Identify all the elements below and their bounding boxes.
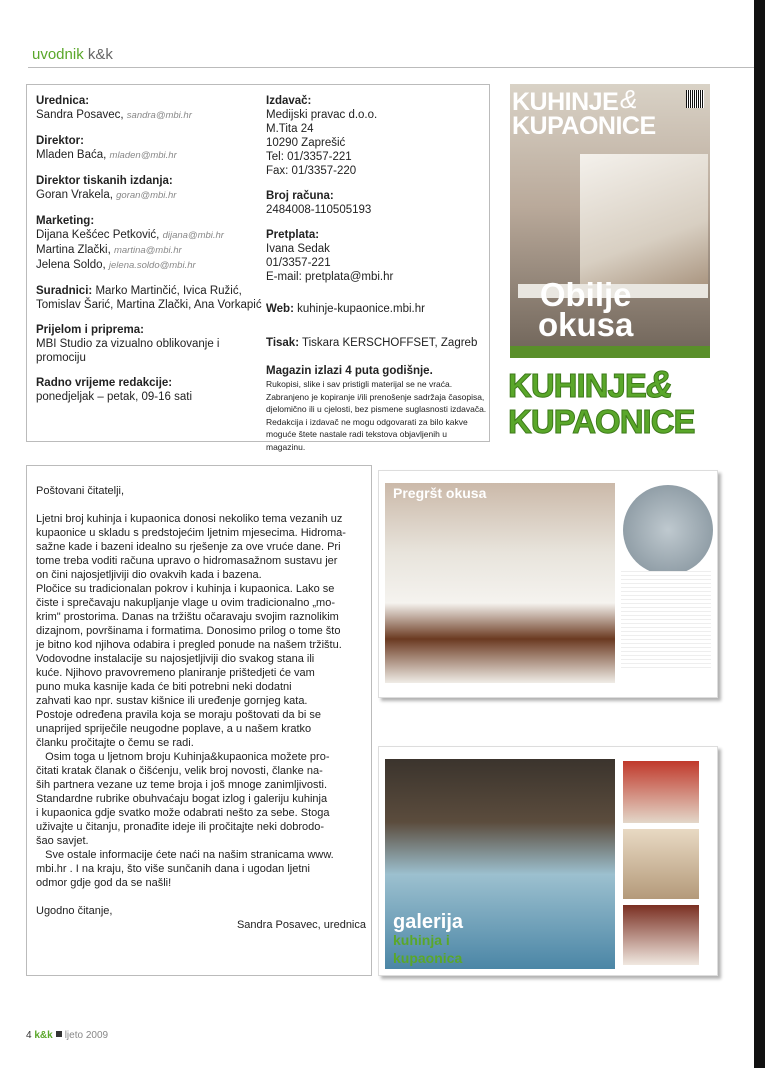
masthead-account [266,189,488,217]
masthead-left-column [36,94,266,415]
masthead-hours [36,376,266,404]
marketing-name: Dijana Kešćec Petković, [36,229,160,241]
marketing-name: Martina Zlački, [36,244,111,256]
letter-line: uživajte u čitanju, pronađite ideje ili pročitajte neki dobrodo- [36,821,325,833]
letter-line: on čini najosjetljiviji dio ovakvih kada i bazena. [36,569,262,581]
spread-title: Pregršt okusa [393,485,487,501]
gallery-thumb [623,829,699,899]
web-link[interactable]: kuhinje-kupaonice.mbi.hr [297,303,425,315]
brand-logo-line2: KUPAONICE [508,403,695,440]
letter-greeting: Poštovani čitatelji, [36,485,125,497]
gallery-thumb [623,761,699,823]
masthead-contributors [36,284,266,312]
cover-title-line1: KUHINJE [512,88,619,116]
marketing-email: jelena.soldo@mbi.hr [108,260,196,271]
letter-line: tome treba voditi računa upravo o hidromasažnom sustavu jer [36,555,338,567]
frequency-text: Magazin izlazi 4 puta godišnje. [266,365,433,377]
cover-ampersand: & [620,84,638,114]
square-icon [56,1031,62,1037]
letter-line: kuće. Njihovo pravovremeno planiranje prištedjeti će vam [36,667,315,679]
page-footer [26,1030,108,1041]
page-number: 4 [26,1030,32,1041]
print-director-label: Direktor tiskanih izdanja: [36,175,173,187]
letter-line: Sve ostale informacije ćete naći na našim stranicama www. [36,849,334,861]
masthead-publisher [266,94,488,178]
publisher-label: Izdavač: [266,95,312,107]
letter-line: i kupaonica gdje svatko može odabrati nešto za sebe. Stoga [36,807,330,819]
header-rule [28,67,754,68]
publisher-line: M.Tita 24 [266,123,314,135]
marketing-name: Jelena Soldo, [36,259,106,271]
editor-letter [36,484,366,932]
section-label: uvodnik [32,46,84,63]
page-edge-bar [754,0,765,1068]
account-label: Broj računa: [266,190,334,202]
contributors-text: Marko Martinčić, Ivica Ružić, Tomislav Šarić, Martina Zlački, Ana Vorkapić [36,285,262,311]
magazine-cover [510,84,710,358]
masthead-web [266,302,488,316]
layout-text: MBI Studio za vizualno oblikovanje i promociju [36,338,220,364]
letter-line: krim" prostorima. Danas na tržištu očaravaju svojim raznolikim [36,611,339,623]
letter-closing: Ugodno čitanje, [36,905,113,917]
masthead-layout [36,323,266,365]
gallery-title-line: galerija [393,911,464,933]
letter-line: Osim toga u ljetnom broju Kuhinja&kupaonica možete pro- [36,751,330,763]
spread-circle-photo [623,485,713,575]
letter-line: ših partnera vezane uz teme broja i još mnoge zanimljivosti. [36,779,328,791]
barcode-icon [686,90,704,108]
disclaimer-text: Rukopisi, slike i sav pristigli materijal se ne vraća. Zabranjeno je kopiranje i/ili prenošenje sadržaja časopisa, djelomično ili u cjelosti, bez pismene suglasnosti izdavača. Redakcija i izdavač ne mogu odgovarati za bilo kakve moguće štete nastale radi tekstova objavljenih u magazinu. [266,379,487,452]
masthead-box [26,84,490,452]
letter-signature: Sandra Posavec, urednica [236,919,366,931]
letter-line: Pločice su tradicionalan pokrov i kuhinja i kupaonica. Lako se [36,583,335,595]
letter-line: čitati kratak članak o čišćenju, velik broj novosti, članke na- [36,765,323,777]
cover-headline [538,276,634,343]
marketing-email: martina@mbi.hr [113,245,182,256]
letter-line: čiste i sprečavaju nakupljanje vlage u ovim tradicionalno „mo- [36,597,335,609]
section-header [32,46,113,63]
editor-label: Urednica: [36,95,90,107]
masthead-subscription [266,228,488,284]
subscription-line: 01/3357-221 [266,257,331,269]
hours-text: ponedjeljak – petak, 09-16 sati [36,391,192,403]
marketing-email: dijana@mbi.hr [162,230,224,241]
print-text: Tiskara KERSCHOFFSET, Zagreb [302,337,478,349]
subscription-line: E-mail: pretplata@mbi.hr [266,271,394,283]
editor-email: sandra@mbi.hr [126,110,192,121]
letter-line: članku pročitajte o čemu se radi. [36,737,194,749]
hours-label: Radno vrijeme redakcije: [36,377,173,389]
gallery-spread-preview [378,746,718,976]
publisher-line: Tel: 01/3357-221 [266,151,352,163]
director-name: Mladen Baća, [36,149,107,161]
masthead-right-column [266,94,488,464]
gallery-subtitle-line: kupaonica [393,950,463,966]
publisher-line: Fax: 01/3357-220 [266,165,357,177]
contributors-label: Suradnici: [36,285,93,297]
director-label: Direktor: [36,135,84,147]
print-director-name: Goran Vrakela, [36,189,113,201]
publisher-line: 10290 Zaprešić [266,137,346,149]
brand-logo [508,364,695,440]
marketing-label: Marketing: [36,215,95,227]
letter-line: Vodovodne instalacije su najosjetljiviji dio svakog stana ili [36,653,315,665]
spread-text-block [621,571,711,671]
subscription-label: Pretplata: [266,229,320,241]
editor-name: Sandra Posavec, [36,109,124,121]
masthead-print [266,336,488,350]
letter-line: zahvati kao npr. sustav kišnice ili uređenje gornjeg kata. [36,695,308,707]
letter-line: Ljetni broj kuhinja i kupaonica donosi nekoliko tema vezanih uz [36,513,343,525]
article-spread-preview [378,470,718,698]
cover-title-line2: KUPAONICE [512,112,656,140]
masthead-frequency [266,364,488,453]
cover-photo [580,154,708,294]
footer-brand: k&k [34,1030,53,1041]
masthead-editor [36,94,266,123]
brand-logo-line1: KUHINJE [508,367,646,404]
subscription-line: Ivana Sedak [266,243,330,255]
letter-line: sažne kade i bazeni idealno su rješenje za ove vruće dane. Pri [36,541,341,553]
letter-line: Standardne rubrike obuhvaćaju bogat izlog i galeriju kuhinja [36,793,328,805]
layout-label: Prijelom i priprema: [36,324,145,336]
cover-headline-line2: okusa [538,306,634,343]
director-email: mladen@mbi.hr [109,150,177,161]
publisher-line: Medijski pravac d.o.o. [266,109,378,121]
account-number: 2484008-110505193 [266,204,372,216]
cover-bottom-strip [510,346,710,358]
masthead-director [36,134,266,163]
letter-line: unaprijed spriječile neugodne poplave, a u našem kratko [36,723,312,735]
web-label: Web: [266,303,294,315]
letter-line: šao savjet. [36,835,89,847]
masthead-marketing [36,214,266,273]
letter-line: kupaonice u skladu s predstojećim ljetnim mjesecima. Hidroma- [36,527,346,539]
letter-line: puno muka kasnije kada će biti potrebni neki dodatni [36,681,292,693]
letter-body [36,512,366,890]
letter-line: mbi.hr . I na kraju, što više sunčanih dana i ugodan ljetni [36,863,310,875]
print-director-email: goran@mbi.hr [116,190,177,201]
brand-logo-ampersand: & [645,364,673,406]
brand-label: k&k [87,46,113,63]
letter-line: Postoje određena pravila koja se moraju poštovati da bi se [36,709,321,721]
footer-issue: ljeto 2009 [64,1030,109,1041]
letter-line: je bitno kod njihova odabira i pregled ponude na našem tržištu. [36,639,342,651]
masthead-print-director [36,174,266,203]
letter-line: dizajnom, površinama i formatima. Donosimo prilog o tome što [36,625,341,637]
cover-headline-line1: Obilje [539,276,632,313]
print-label: Tisak: [266,337,300,349]
gallery-subtitle-line: kuhinja i [393,932,450,948]
spread-photo [385,483,615,683]
letter-line: odmor gdje god da se našli! [36,877,172,889]
gallery-title [393,913,463,967]
gallery-thumb [623,905,699,965]
editor-letter-box [26,465,372,976]
